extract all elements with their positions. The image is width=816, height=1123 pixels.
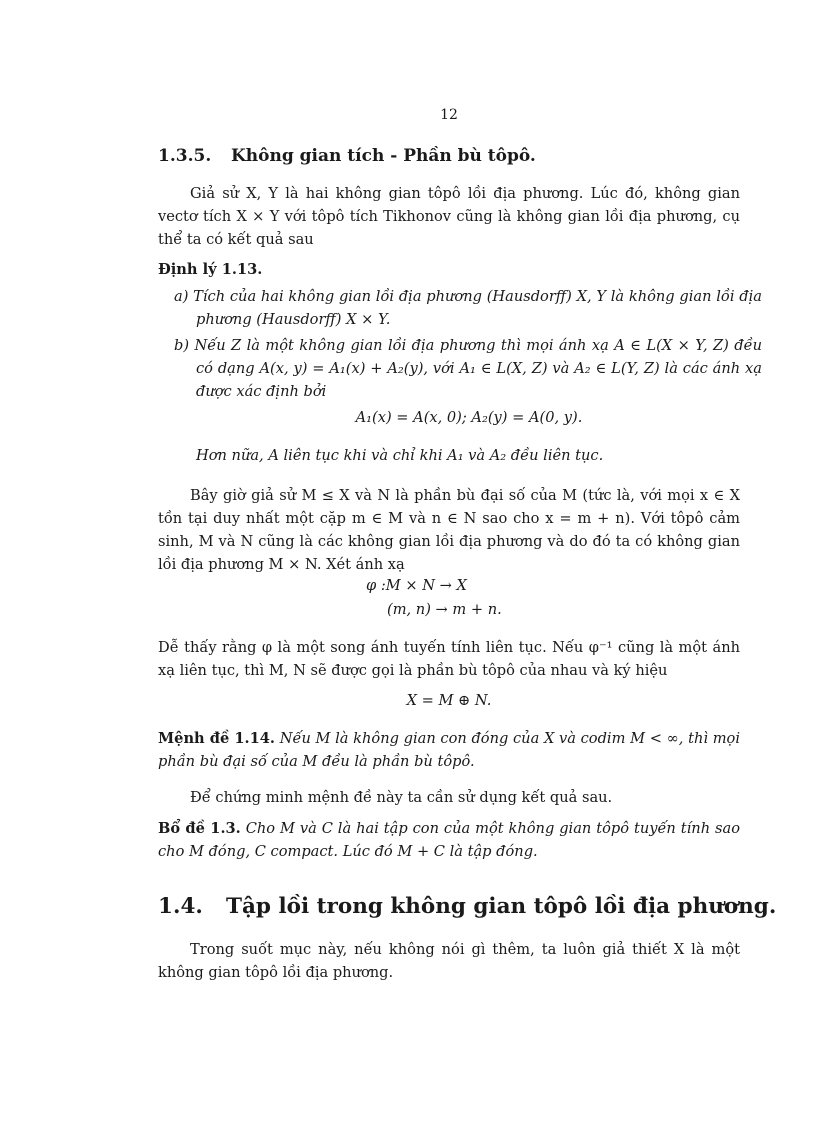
paragraph-complement: Bây giờ giả sử M ≤ X và N là phần bù đại số của M (tức là, với mọi x ∈ X tồn tại duy nhất một cặp m ∈ M và n ∈ N sao cho x = m + n). Với tôpô cảm sinh, M và N cũng là các không gian lồi địa phương và do đó ta có không gian lồi địa phương M × N. Xét ánh xạ	[158, 487, 740, 573]
direct-sum-equation: X = M ⊕ N.	[406, 692, 492, 709]
proposition-label: Mệnh đề 1.14.	[158, 730, 276, 747]
proposition-text: Nếu M là không gian con đóng của X và codim M < ∞, thì mọi phần bù đại số của M đều là phần bù tôpô.	[158, 730, 741, 770]
page-number: 12	[440, 107, 458, 123]
paragraph-convex-intro: Trong suốt mục này, nếu không nói gì thêm, ta luôn giả thiết X là một không gian tôpô lồi địa phương.	[158, 941, 740, 981]
paragraph-bijection: Dễ thấy rằng φ là một song ánh tuyến tính liên tục. Nếu φ⁻¹ cũng là một ánh xạ liên tục, thì M, N sẽ được gọi là phần bù tôpô của nhau và ký hiệu	[158, 639, 740, 679]
section-heading-2	[158, 894, 776, 919]
section2-number: 1.4.	[158, 894, 203, 919]
section-title: Không gian tích - Phần bù tôpô.	[231, 146, 536, 166]
map-line-1: φ :M × N → X	[366, 577, 467, 594]
map-line-2: (m, n) → m + n.	[387, 601, 502, 618]
theorem-item-a: a) Tích của hai không gian lồi địa phương (Hausdorff) X, Y là không gian lồi địa phương (Hausdorff) X × Y.	[174, 288, 762, 328]
lemma	[158, 817, 740, 863]
section-number: 1.3.5.	[158, 146, 212, 166]
intro-paragraph: Giả sử X, Y là hai không gian tôpô lồi địa phương. Lúc đó, không gian vectơ tích X × Y với tôpô tích Tikhonov cũng là không gian lồi địa phương, cụ thể ta có kết quả sau	[158, 185, 740, 248]
section2-title: Tập lồi trong không gian tôpô lồi địa phương.	[226, 894, 777, 919]
theorem-formula: A₁(x) = A(x, 0); A₂(y) = A(0, y).	[355, 409, 583, 426]
lemma-label: Bổ đề 1.3.	[158, 820, 241, 837]
theorem-remark: Hơn nữa, A liên tục khi và chỉ khi A₁ và A₂ đều liên tục.	[196, 447, 604, 464]
section-heading	[158, 146, 536, 166]
lemma-text: Cho M và C là hai tập con của một không gian tôpô tuyến tính sao cho M đóng, C compact. Lúc đó M + C là tập đóng.	[158, 820, 740, 860]
paragraph-proof-intro: Để chứng minh mệnh đề này ta cần sử dụng kết quả sau.	[190, 789, 613, 806]
proposition	[158, 727, 740, 773]
theorem-label-text: Định lý 1.13.	[158, 261, 263, 278]
theorem-label	[158, 258, 740, 281]
theorem-item-b: b) Nếu Z là một không gian lồi địa phương thì mọi ánh xạ A ∈ L(X × Y, Z) đều có dạng A(x, y) = A₁(x) + A₂(y), với A₁ ∈ L(X, Z) và A₂ ∈ L(Y, Z) là các ánh xạ được xác định bởi	[174, 337, 762, 400]
